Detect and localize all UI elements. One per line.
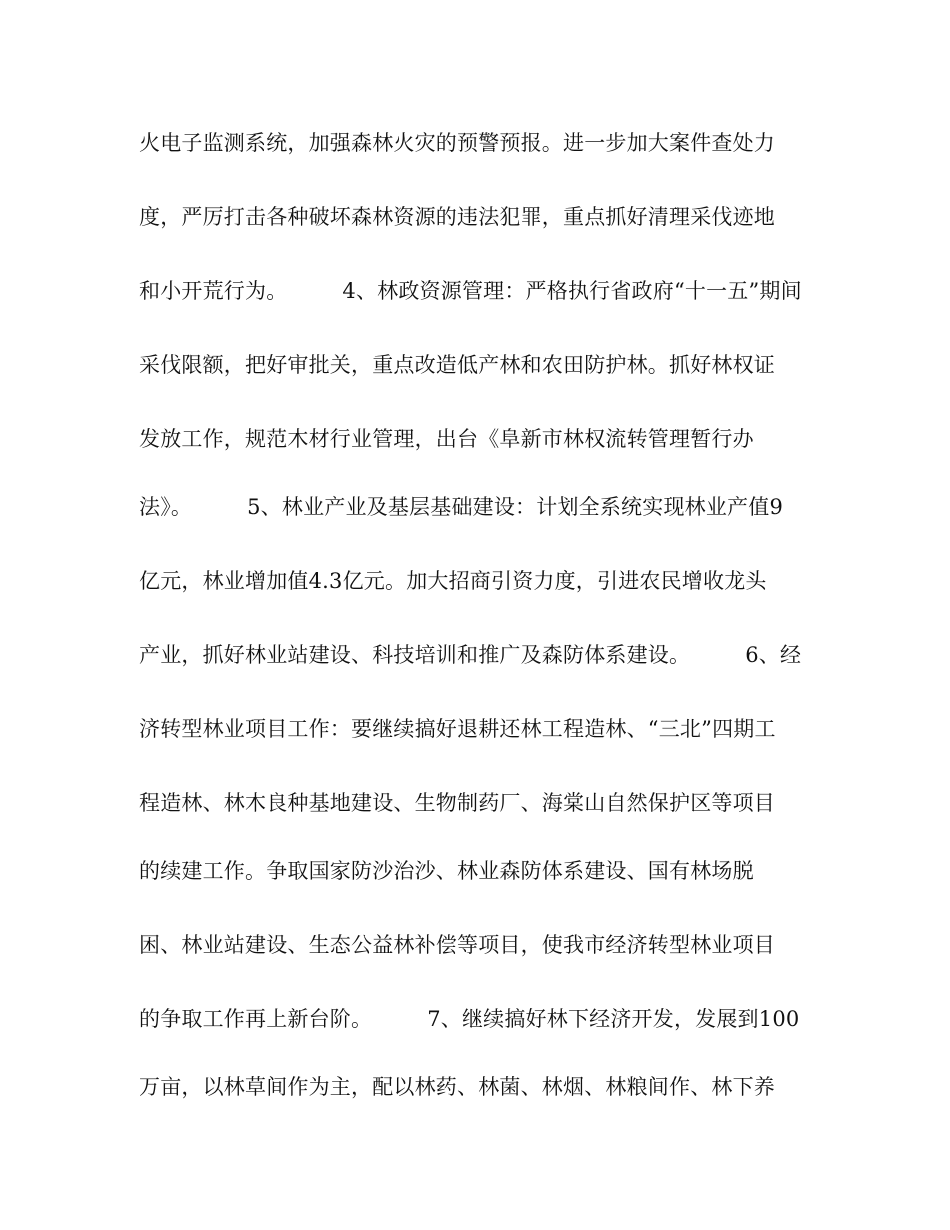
text-line-12: 困、林业站建设、生态公益林补偿等项目，使我市经济转型林业项目: [139, 933, 775, 957]
text-line-9: 济转型林业项目工作：要继续搞好退耕还林工程造林、“三北”四期工: [139, 717, 776, 741]
text-line-14: 万亩，以林草间作为主，配以林药、林菌、林烟、林粮间作、林下养: [139, 1075, 775, 1099]
text-line-5: 发放工作，规范木材行业管理，出台《阜新市林权流转管理暂行办: [139, 427, 754, 451]
text-line-1: 火电子监测系统，加强森林火灾的预警预报。进一步加大案件查处力: [139, 131, 775, 155]
text-line-13: 的争取工作再上新台阶。 7、继续搞好林下经济开发，发展到100: [139, 1007, 800, 1031]
text-line-11: 的续建工作。争取国家防沙治沙、林业森防体系建设、国有林场脱: [139, 859, 754, 883]
text-line-2: 度，严厉打击各种破坏森林资源的违法犯罪，重点抓好清理采伐迹地: [139, 205, 775, 229]
text-line-6: 法》。 5、林业产业及基层基础建设：计划全系统实现林业产值9: [139, 495, 784, 519]
text-line-4: 采伐限额，把好审批关，重点改造低产林和农田防护林。抓好林权证: [139, 353, 775, 377]
text-line-7: 亿元，林业增加值4.3亿元。加大招商引资力度，引进农民增收龙头: [139, 569, 767, 593]
text-line-3: 和小开荒行为。 4、林政资源管理：严格执行省政府“十一五”期间: [139, 279, 802, 303]
text-line-10: 程造林、林木良种基地建设、生物制药厂、海棠山自然保护区等项目: [139, 791, 775, 815]
text-line-8: 产业，抓好林业站建设、科技培训和推广及森防体系建设。 6、经: [139, 643, 802, 667]
